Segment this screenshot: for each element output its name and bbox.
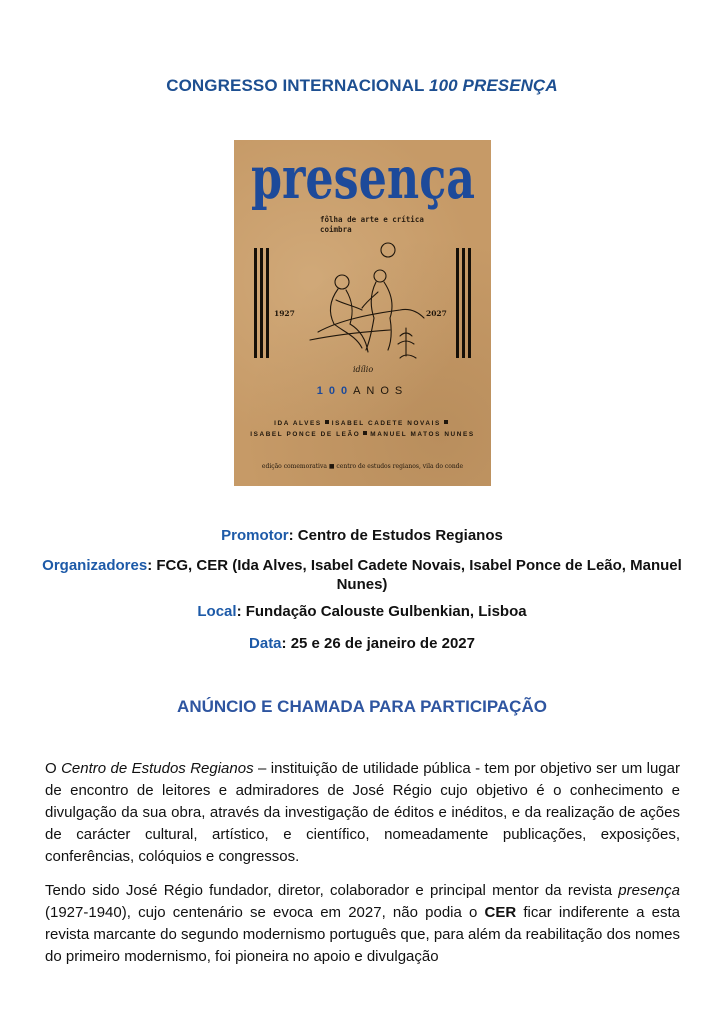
data-label: Data — [249, 635, 282, 652]
anos-number: 100 — [316, 385, 354, 397]
cover-year-start: 1927 — [274, 309, 295, 318]
cover-year-end: 2027 — [426, 309, 447, 318]
cover-caption: idílio — [353, 365, 374, 374]
data-value: : 25 e 26 de janeiro de 2027 — [281, 635, 475, 652]
cover-name-isabel-cadete: ISABEL CADETE NOVAIS — [331, 420, 441, 427]
cover-name-isabel-ponce: ISABEL PONCE DE LEÃO — [250, 431, 361, 438]
p2-italic: presença — [618, 882, 680, 899]
promotor-line — [40, 527, 684, 544]
data-line — [40, 635, 684, 652]
cover-right-bars — [456, 248, 472, 358]
local-value: : Fundação Calouste Gulbenkian, Lisboa — [236, 603, 527, 620]
organizadores-label: Organizadores — [42, 557, 148, 574]
congress-title — [0, 76, 724, 96]
p2-mid: (1927-1940), cujo centenário se evoca em 2027, não podia o — [45, 904, 485, 921]
cover-100-anos — [234, 385, 491, 397]
p1-italic: Centro de Estudos Regianos — [61, 760, 254, 777]
promotor-label: Promotor — [221, 527, 289, 544]
presenca-logo — [248, 146, 478, 220]
title-italic: 100 PRESENÇA — [429, 76, 558, 95]
cover-subtitle-line1: fôlha de arte e crítica — [320, 215, 424, 224]
p1-rest: – instituição de utilidade pública - tem por objetivo ser um lugar de encontro de leitores e admiradores de José Régio cujo objetivo é o conhecimento e divulgação da sua obra, através da investigação de éditos e inéditos, e da realização de ações de carácter cultural, artístico, e científico, nomeadamente publicações, exposições, conferências, colóquios e congressos. — [45, 760, 680, 865]
paragraph-1 — [45, 758, 680, 868]
cover-edition: edição comemorativa ■ centro de estudos regianos, vila do conde — [261, 463, 464, 470]
idilio-drawing — [300, 240, 425, 368]
cover-names-line1 — [234, 420, 491, 427]
cover-subtitle — [320, 215, 424, 235]
organizadores-line — [40, 556, 684, 594]
organizadores-value: : FCG, CER (Ida Alves, Isabel Cadete Novais, Isabel Ponce de Leão, Manuel Nunes) — [147, 557, 682, 593]
local-label: Local — [197, 603, 237, 620]
cover-name-manuel: MANUEL MATOS NUNES — [370, 431, 475, 438]
promotor-value: : Centro de Estudos Regianos — [288, 527, 503, 544]
title-prefix: CONGRESSO INTERNACIONAL — [166, 76, 430, 95]
cover-left-bars — [254, 248, 270, 358]
p2-rest: ficar indiferente a esta revista marcante do segundo modernismo português que, para além da reabilitação dos nomes do primeiro modernismo, foi pioneira no apoio e divulgação — [45, 904, 680, 965]
section-heading: ANÚNCIO E CHAMADA PARA PARTICIPAÇÃO — [177, 697, 547, 716]
p2-bold: CER — [484, 904, 517, 921]
p2-lead: Tendo sido José Régio fundador, diretor, colaborador e principal mentor da revista — [45, 882, 619, 899]
cover-name-ida: IDA ALVES — [274, 420, 322, 427]
p1-lead: O — [45, 760, 62, 777]
paragraph-2 — [45, 880, 680, 968]
local-line — [40, 603, 684, 620]
logo-text: presença — [251, 144, 475, 212]
cover-names-line2 — [234, 431, 491, 438]
cover-subtitle-line2: coimbra — [320, 225, 352, 234]
presenca-cover-image — [234, 140, 491, 486]
anos-word: ANOS — [353, 385, 409, 397]
